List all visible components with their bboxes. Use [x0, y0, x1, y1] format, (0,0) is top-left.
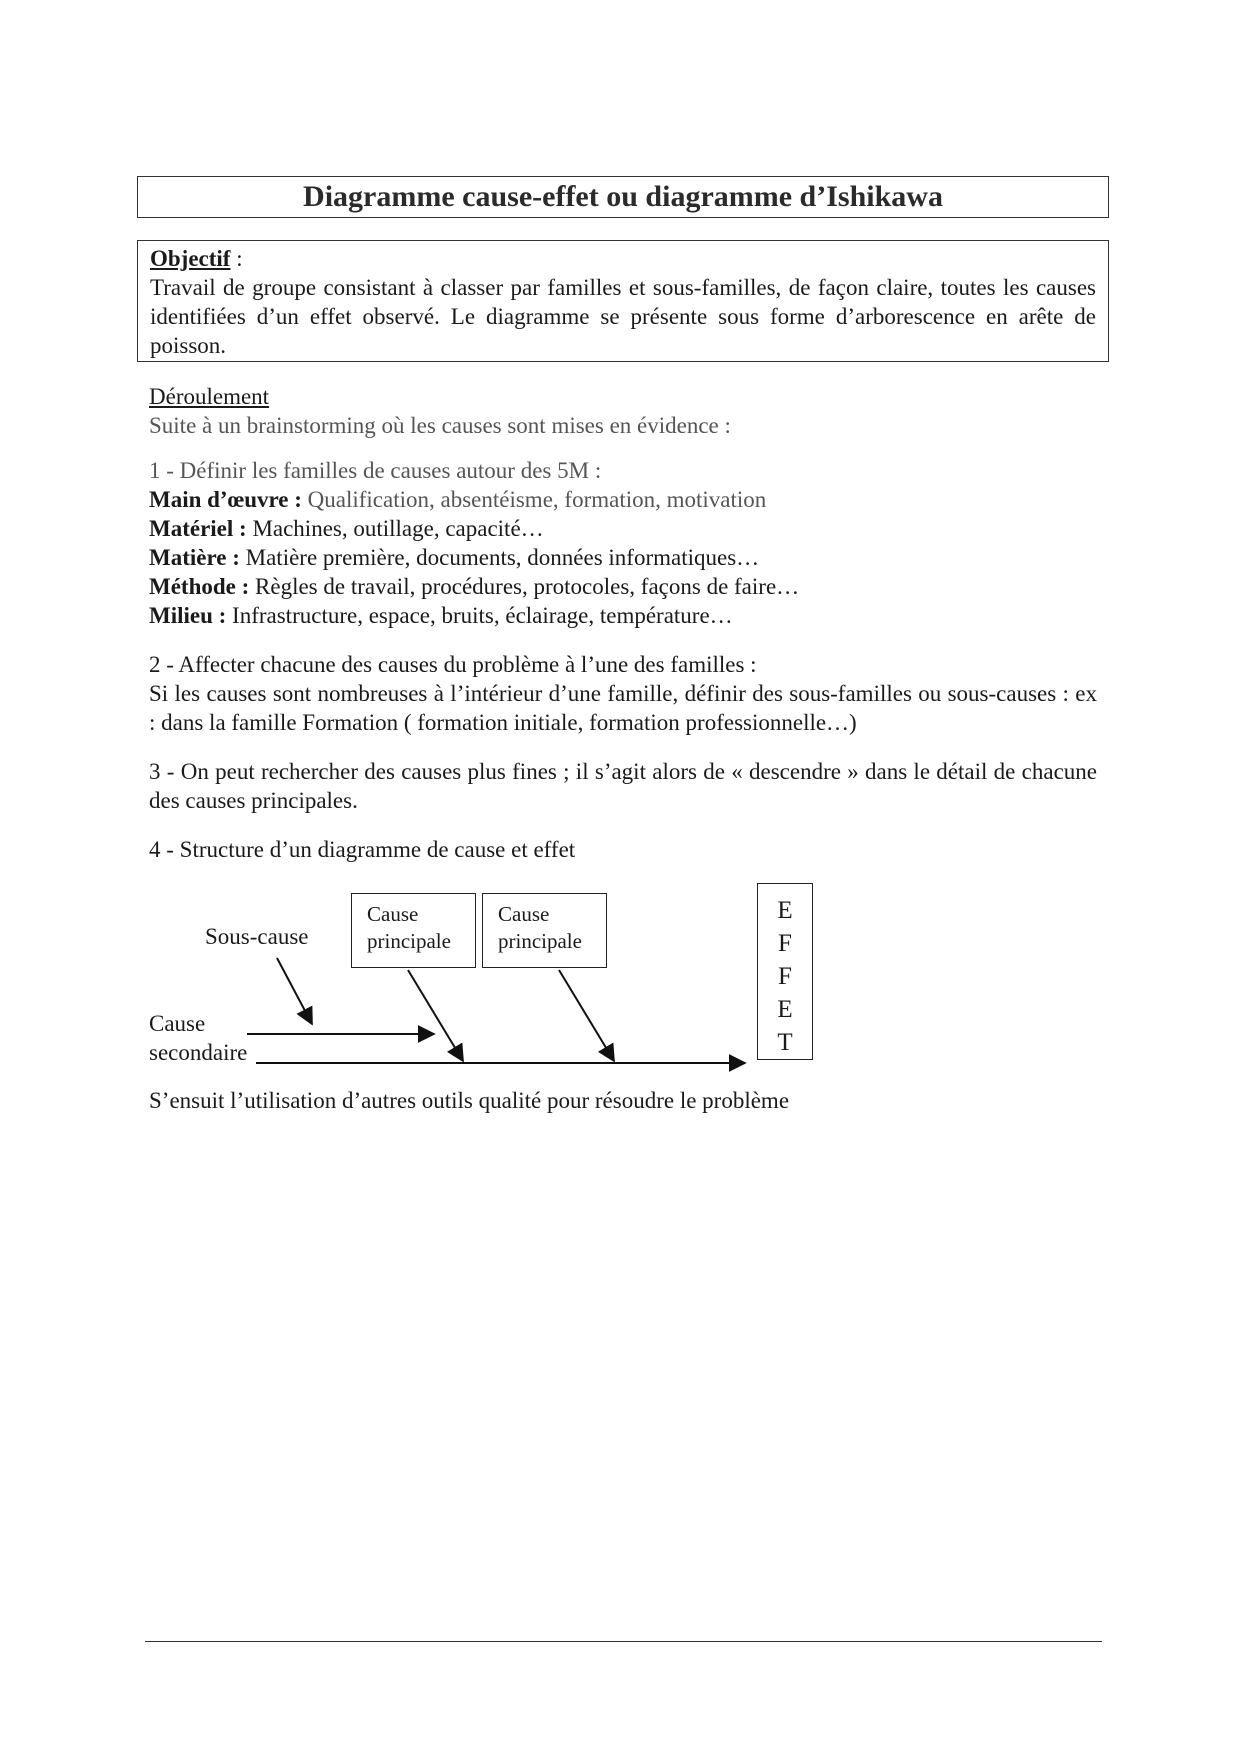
effet-box — [757, 883, 813, 1060]
effet-letter: F — [778, 930, 792, 957]
family-text: Qualification, absentéisme, formation, motivation — [301, 487, 767, 512]
family-item — [149, 514, 1097, 543]
cause-principale-line2: principale — [367, 929, 451, 953]
objectif-heading-line — [150, 244, 1096, 273]
cause-secondaire-label-line1: Cause — [149, 1011, 206, 1036]
step2-text: Si les causes sont nombreuses à l’intérieur d’une famille, définir des sous-familles ou sous-causes : ex : dans la famille Formation ( formation initiale, formation professionnelle…) — [149, 681, 1097, 735]
main-cause-arrow-2 — [559, 970, 614, 1061]
objectif-heading: Objectif — [150, 246, 231, 271]
conclusion: S’ensuit l’utilisation d’autres outils qualité pour résoudre le problème — [149, 1088, 790, 1113]
objectif-colon: : — [230, 246, 243, 271]
family-item — [149, 572, 1097, 601]
effet-letter: F — [778, 963, 792, 990]
family-text: Règles de travail, procédures, protocoles, façons de faire… — [249, 574, 800, 599]
step2-title-line — [149, 650, 1097, 679]
deroulement-intro: Suite à un brainstorming où les causes sont mises en évidence : — [149, 413, 731, 438]
sous-cause-arrow — [277, 958, 312, 1024]
family-text: Matière première, documents, données informatiques… — [239, 545, 760, 570]
family-text: Machines, outillage, capacité… — [246, 516, 544, 541]
family-item — [149, 485, 1097, 514]
sous-cause-label: Sous-cause — [205, 924, 309, 949]
family-label: Matériel : — [149, 516, 247, 541]
step2-section — [149, 650, 1097, 737]
cause-principale-box-2 — [482, 893, 607, 968]
effet-letter: T — [777, 1029, 793, 1056]
step2-number: 2 - — [149, 652, 174, 677]
cause-principale-line2: principale — [498, 929, 582, 953]
step3-text: 3 - On peut rechercher des causes plus fines ; il s’agit alors de « descendre » dans le détail de chacune des causes principales. — [149, 759, 1097, 813]
footer-divider — [145, 1641, 1102, 1642]
deroulement-section — [149, 382, 1097, 440]
cause-principale-box-1 — [351, 893, 476, 968]
family-label: Méthode : — [149, 574, 250, 599]
cause-secondaire-label-line2: secondaire — [149, 1040, 248, 1065]
cause-principale-line1: Cause — [498, 902, 550, 926]
family-text: Infrastructure, espace, bruits, éclairage, température… — [226, 603, 733, 628]
objectif-text: Travail de groupe consistant à classer par familles et sous-familles, de façon claire, toutes les causes identifiées d’un effet observé. Le diagramme se présente sous forme d’arborescence en arête de poisson. — [150, 275, 1096, 358]
family-label: Milieu : — [149, 603, 227, 628]
step4-title: 4 - Structure d’un diagramme de cause et effet — [149, 837, 576, 862]
page-title: Diagramme cause-effet ou diagramme d’Ishikawa — [137, 176, 1109, 218]
step2-title: Affecter chacune des causes du problème à l’une des familles : — [173, 652, 757, 677]
effet-letter: E — [777, 897, 793, 924]
main-cause-arrow-1 — [408, 970, 463, 1061]
family-label: Matière : — [149, 545, 240, 570]
cause-principale-line1: Cause — [367, 902, 419, 926]
family-item — [149, 601, 1097, 630]
step1-section — [149, 456, 1097, 630]
step1-title: 1 - Définir les familles de causes autour des 5M : — [149, 458, 602, 483]
family-label: Main d’œuvre : — [149, 487, 302, 512]
family-item — [149, 543, 1097, 572]
objectif-box — [137, 240, 1109, 362]
effet-letter: E — [777, 996, 793, 1023]
deroulement-heading: Déroulement — [149, 384, 270, 409]
